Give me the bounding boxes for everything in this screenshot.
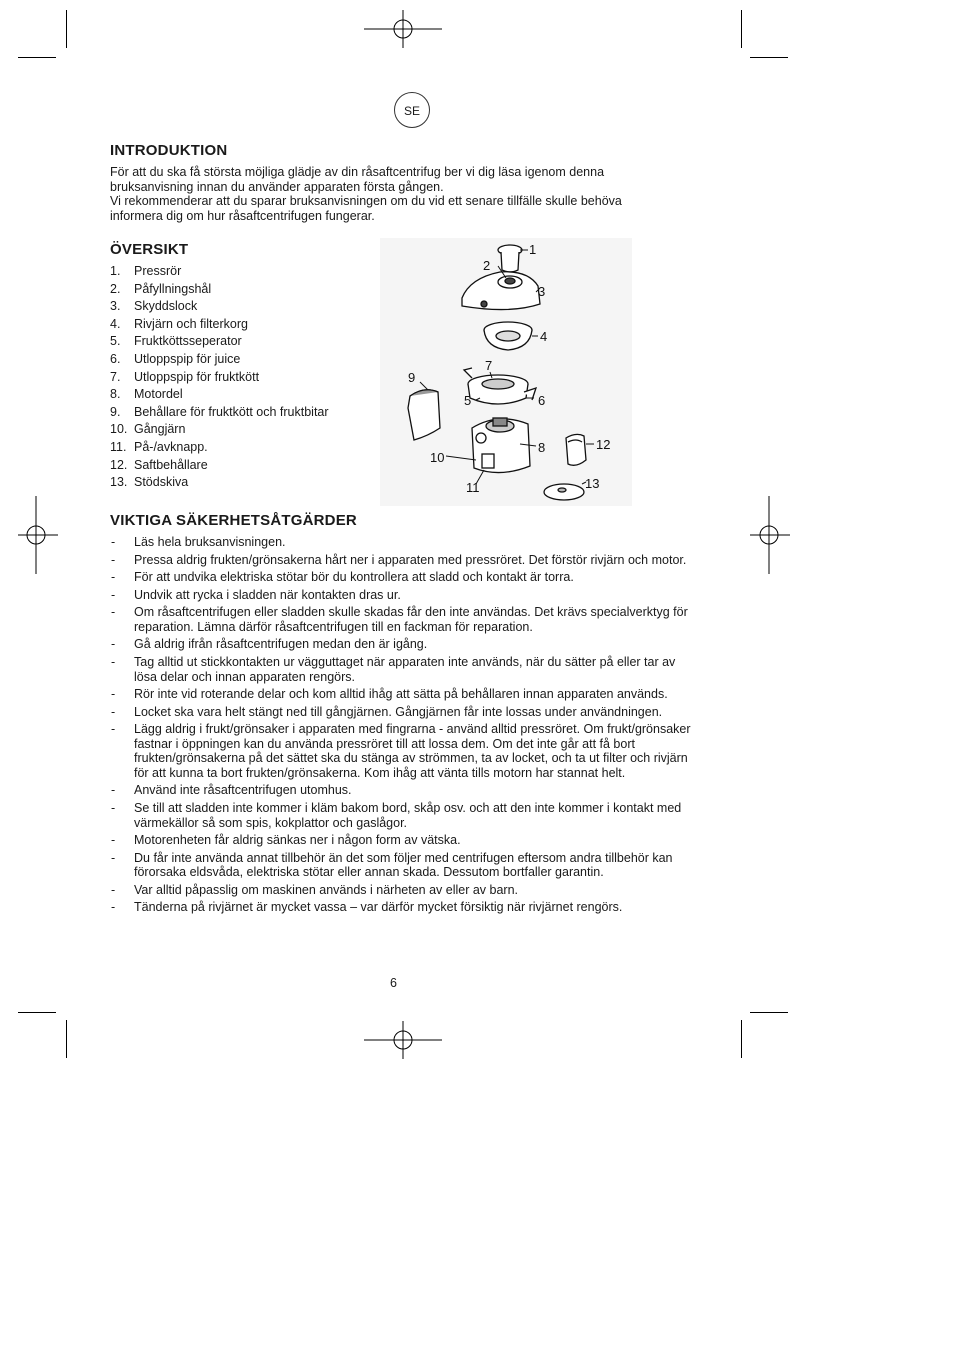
list-item: 12. Saftbehållare	[110, 457, 208, 472]
list-item: - Se till att sladden inte kommer i kläm bakom bord, skåp osv. och att den inte kommer i kontakt med värmekällor så som spis, kokplattor och gaslågor.	[111, 801, 682, 830]
crop-mark	[750, 1012, 788, 1013]
overview-title: ÖVERSIKT	[110, 241, 189, 258]
callout-12: 12	[596, 437, 611, 452]
list-item: - Rör inte vid roterande delar och kom alltid ihåg att sätta på behållaren innan apparaten används.	[111, 687, 668, 702]
crop-mark	[741, 10, 742, 48]
callout-2: 2	[483, 258, 491, 273]
list-item: 1. Pressrör	[110, 264, 182, 278]
list-item: 6. Utloppspip för juice	[110, 351, 241, 366]
registration-mark-bottom-icon	[364, 1021, 442, 1059]
language-badge: SE	[394, 92, 430, 128]
callout-11: 11	[466, 480, 480, 495]
callout-7: 7	[485, 358, 493, 373]
juicer-parts-diagram	[380, 238, 632, 506]
list-item: - För att undvika elektriska stötar bör du kontrollera att sladd och kontakt är torra.	[111, 570, 574, 585]
list-item: 7. Utloppspip för fruktkött	[110, 369, 260, 384]
list-item: 3. Skyddslock	[110, 299, 198, 314]
callout-5: 5	[464, 393, 472, 408]
list-item: 10. Gångjärn	[110, 422, 186, 437]
registration-mark-left-icon	[18, 496, 58, 574]
crop-mark	[66, 1020, 67, 1058]
list-item: - Om råsaftcentrifugen eller sladden skulle skadas får den inte användas. Det krävs specialverktyg för reparation. Lämna därför råsaftcentrifugen till en fackman för reparation.	[111, 605, 688, 634]
intro-paragraph-1: För att du ska få största möjliga glädje av din råsaftcentrifug ber vi dig läsa igenom denna bruksanvisning innan du använder apparaten första gången.	[110, 165, 605, 194]
base-disc-part	[544, 484, 584, 500]
callout-9: 9	[408, 370, 416, 385]
overview-parts-list	[110, 263, 329, 492]
callout-10: 10	[430, 450, 445, 465]
list-item: - Gå aldrig ifrån råsaftcentrifugen medan den är igång.	[111, 637, 428, 652]
pusher-part	[498, 245, 522, 272]
list-item: - Motorenheten får aldrig sänkas ner i någon form av vätska.	[111, 833, 461, 848]
callout-3: 3	[538, 284, 546, 299]
callout-4: 4	[540, 329, 548, 344]
crop-mark	[18, 57, 56, 58]
crop-mark	[750, 57, 788, 58]
crop-mark	[741, 1020, 742, 1058]
juice-container-part	[566, 434, 586, 465]
motor-base-part	[472, 418, 530, 473]
list-item: 4. Rivjärn och filterkorg	[110, 316, 248, 331]
list-item: - Tag alltid ut stickkontakten ur vägguttaget när apparaten inte används, när du sätter på eller tar av lösa delar och innan apparaten rengörs.	[111, 655, 676, 684]
list-item: - Undvik att rycka i sladden när kontakten dras ur.	[111, 587, 401, 602]
list-item: 2. Påfyllningshål	[110, 281, 212, 296]
callout-8: 8	[538, 440, 546, 455]
list-item: - Tänderna på rivjärnet är mycket vassa – var därför mycket försiktig när rivjärnet rengörs.	[111, 900, 623, 915]
callout-13: 13	[585, 476, 600, 491]
list-item: - Du får inte använda annat tillbehör än det som följer med centrifugen eftersom andra tillbehör kan förorsaka eldsvåda, elektriska stötar eller annan skada. Dessutom bortfaller garantin.	[111, 850, 673, 880]
callout-1: 1	[529, 242, 537, 257]
registration-mark-top-icon	[364, 10, 442, 48]
list-item: - Var alltid påpasslig om maskinen används i närheten av eller av barn.	[111, 882, 519, 897]
crop-mark	[18, 1012, 56, 1013]
intro-title: INTRODUKTION	[110, 142, 228, 159]
safety-list	[108, 535, 698, 918]
safety-title: VIKTIGA SÄKERHETSÅTGÄRDER	[110, 512, 357, 529]
list-item: 8. Motordel	[110, 387, 183, 402]
list-item: 9. Behållare för fruktkött och fruktbitar	[110, 404, 329, 419]
list-item: - Använd inte råsaftcentrifugen utomhus.	[111, 783, 352, 798]
list-item: - Locket ska vara helt stängt ned till gångjärnen. Gångjärnen får inte lossas under användningen.	[111, 704, 663, 719]
list-item: - Lägg aldrig i frukt/grönsaker i apparaten med fingrarna - använd alltid pressröret. Om frukt/grönsaker fastnar i öppningen kan du använda pressröret till att lossa dem. Om det inte går att få bort frukten/grönsakerna på det sättet ska du stänga av strömmen, ta av locket, och ta ut filter och rivjärn för att kunna ta bort frukten/grönsakerna. Kom ihåg att vänta tills motorn har stannat helt.	[111, 722, 691, 780]
page-number: 6	[390, 976, 397, 990]
list-item: - Pressa aldrig frukten/grönsakerna hårt ner i apparaten med pressröret. Det förstör rivjärn och motor.	[111, 552, 687, 567]
list-item: - Läs hela bruksanvisningen.	[111, 535, 286, 549]
list-item: 5. Fruktköttsseperator	[110, 334, 242, 349]
crop-mark	[66, 10, 67, 48]
callout-6: 6	[538, 393, 546, 408]
intro-paragraph-2: Vi rekommenderar att du sparar bruksanvisningen om du vid ett senare tillfälle skulle behöva informera dig om hur råsaftcentrifugen fungerar.	[110, 194, 622, 223]
list-item: 11. På-/avknapp.	[110, 439, 208, 454]
registration-mark-right-icon	[750, 496, 790, 574]
list-item: 13. Stödskiva	[110, 475, 189, 490]
